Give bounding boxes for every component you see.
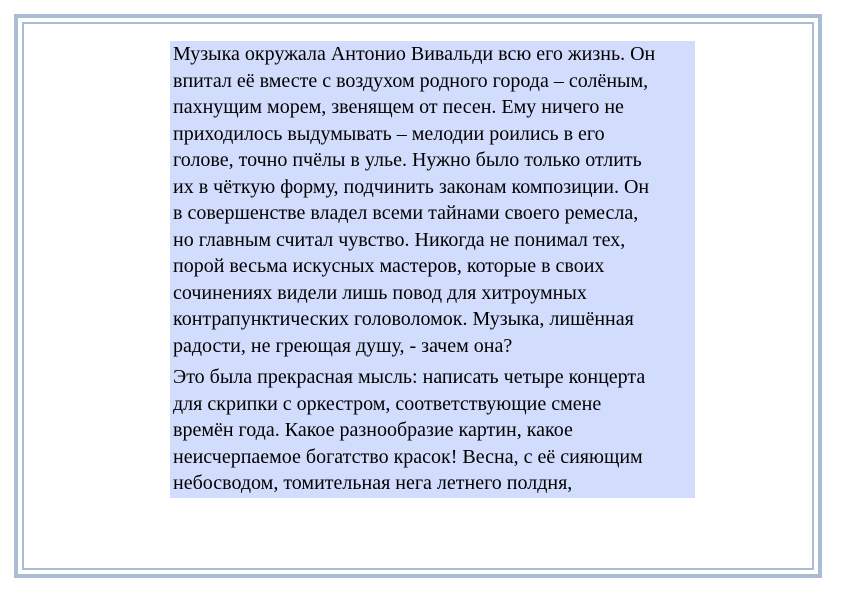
text-line: Музыка окружала Антонио Вивальди всю его жизнь. Он <box>173 43 656 65</box>
text-line: в совершенстве владел всеми тайнами своего ремесла, <box>173 202 639 224</box>
text-line: неисчерпаемое богатство красок! Весна, с её сияющим <box>173 445 643 468</box>
text-line: пахнущим морем, звенящем от песен. Ему ничего не <box>173 96 624 118</box>
text-line: сочинениях видели лишь повод для хитроумных <box>173 281 587 304</box>
text-line: их в чёткую форму, подчинить законам композиции. Он <box>173 175 650 198</box>
text-line: впитал её вместе с воздухом родного города – солёным, <box>173 69 649 92</box>
text-line: контрапунктических головоломок. Музыка, лишённая <box>173 308 634 330</box>
paragraph-1 <box>173 41 691 359</box>
text-line: для скрипки с оркестром, соответствующие смене <box>173 392 602 415</box>
text-line: голове, точно пчёлы в улье. Нужно было только отлить <box>173 149 642 171</box>
text-line: приходилось выдумывать – мелодии роились в его <box>173 122 605 145</box>
text-line: небосводом, томительная нега летнего полдня, <box>173 472 573 494</box>
text-line: Это была прекрасная мысль: написать четыре концерта <box>173 366 646 388</box>
text-line: времён года. Какое разнообразие картин, какое <box>173 419 573 441</box>
text-line: порой весьма искусных мастеров, которые в своих <box>173 255 605 277</box>
text-block <box>170 41 695 498</box>
paragraph-2 <box>173 364 691 497</box>
text-line: радости, не греющая душу, - зачем она? <box>173 334 513 357</box>
text-line: но главным считал чувство. Никогда не понимал тех, <box>173 228 626 251</box>
